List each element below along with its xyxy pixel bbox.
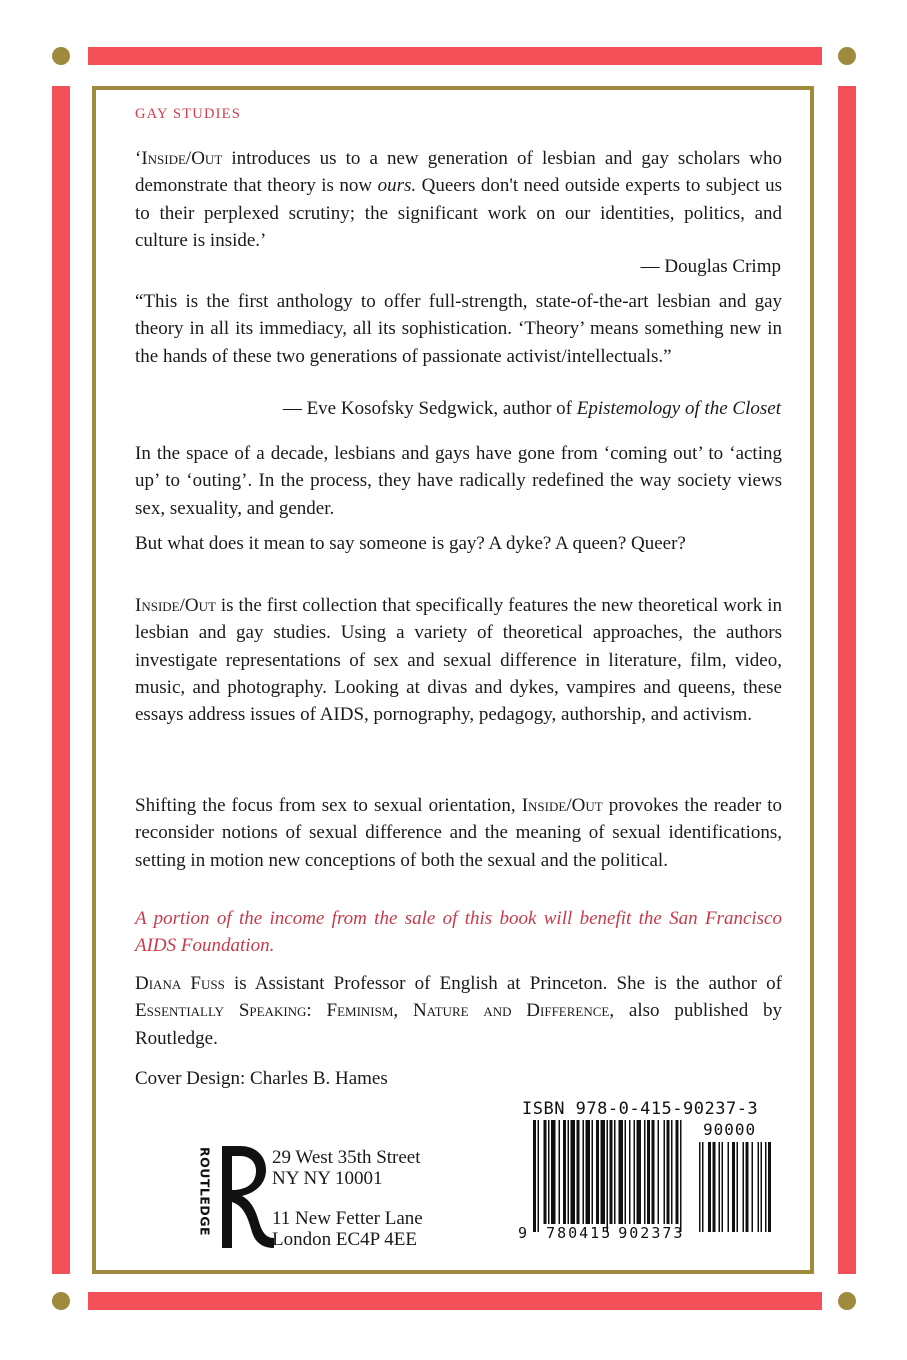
barcode-bar <box>577 1120 580 1224</box>
barcode-addon-bar <box>743 1142 745 1232</box>
author-bio: Diana Fuss is Assistant Professor of English at Princeton. She is the author of Essentially Speaking: Feminism, Nature and Difference, also published by Routledge. <box>135 973 783 1049</box>
barcode-bar <box>629 1120 631 1224</box>
barcode-bar <box>671 1120 673 1224</box>
quote-sedgwick-attribution: — Eve Kosofsky Sedgwick, author of Epistemology of the Closet <box>282 398 781 419</box>
barcode-bar <box>647 1120 650 1224</box>
book-title: Inside/Out <box>135 595 216 616</box>
bottom-red-bar <box>88 1292 822 1310</box>
barcode-addon-bar <box>765 1142 767 1232</box>
barcode-addon-bar <box>699 1142 701 1232</box>
routledge-r-mark <box>218 1146 274 1248</box>
barcode-bar <box>583 1120 585 1224</box>
barcode-addon-bar <box>732 1142 735 1232</box>
isbn-label: ISBN 978-0-415-90237-3 <box>522 1099 759 1119</box>
barcode-bar <box>634 1120 636 1224</box>
barcode-bar <box>551 1120 556 1224</box>
paragraph-shifting: Shifting the focus from sex to sexual orientation, Inside/Out provokes the reader to reconsider notions of sexual difference and the meaning of sexual identifications, setting in motion new conceptions of both the sexual and the political. <box>135 795 782 871</box>
barcode-bar <box>619 1120 624 1224</box>
barcode-bar <box>658 1120 660 1224</box>
barcode-bar <box>533 1120 536 1232</box>
price-code: 90000 <box>703 1120 757 1139</box>
publisher-name: ROUTLEDGE <box>197 1146 213 1237</box>
corner-dot-tr <box>838 47 856 65</box>
barcode-bar <box>614 1120 616 1224</box>
paragraph-question: But what does it mean to say someone is gay? A dyke? A queen? Queer? <box>135 533 686 554</box>
paragraph-decade: In the space of a decade, lesbians and gays have gone from ‘coming out’ to ‘acting up’ to ‘outing’. In the process, they have radically redefined the way society views sex, sexuality, and gender. <box>135 443 782 519</box>
left-red-bar <box>52 86 70 1274</box>
cover-design-credit: Cover Design: Charles B. Hames <box>135 1068 388 1089</box>
barcode-digits: 9 780415 902373 <box>518 1224 685 1242</box>
barcode-bar <box>538 1120 540 1232</box>
barcode-bar <box>601 1120 606 1224</box>
barcode-bar <box>607 1120 609 1232</box>
isbn-barcode <box>533 1120 775 1232</box>
barcode-bar <box>664 1120 666 1224</box>
barcode-addon-bar <box>728 1142 730 1232</box>
barcode-bar <box>592 1120 594 1224</box>
barcode-addon-bar <box>746 1142 749 1232</box>
book-title: Inside/Out <box>521 795 603 816</box>
benefit-note: A portion of the income from the sale of this book will benefit the San Francisco AIDS Foundation. <box>135 908 782 957</box>
barcode-addon-bar <box>708 1142 711 1232</box>
barcode-bar <box>667 1120 670 1224</box>
corner-dot-tl <box>52 47 70 65</box>
barcode-addon-bar <box>768 1142 771 1232</box>
routledge-logo <box>196 1146 268 1248</box>
barcode-addon-bar <box>702 1142 704 1232</box>
barcode-bar <box>596 1120 599 1224</box>
barcode-addon-bar <box>758 1142 760 1232</box>
paragraph-collection: Inside/Out is the first collection that specifically features the new theoretical work in lesbian and gay studies. Using a variety of theoretical approaches, the authors investigate representations of sex and sexual difference in literature, film, video, music, and photography. Looking at divas and dykes, vampires and queens, these essays address issues of AIDS, pornography, pedagogy, authorship, and activism. <box>135 595 782 726</box>
corner-dot-bl <box>52 1292 70 1310</box>
barcode-bar <box>644 1120 646 1224</box>
barcode-addon-bar <box>713 1142 716 1232</box>
quote-sedgwick: “This is the first anthology to offer full-strength, state-of-the-art lesbian and gay theory in all its immediacy, all its sophistication. ‘Theory’ means something new in the hands of these two generations of passionate activist/intellectuals.” <box>135 291 782 367</box>
barcode-bar <box>652 1120 655 1224</box>
quote-crimp: ‘Inside/Out introduces us to a new generation of lesbian and gay scholars who demonstrate that theory is now ours. Queers don't need outside experts to subject us to their perplexed scrutiny; the significant work on our identities, politics, and culture is inside.’ <box>135 148 782 251</box>
category-label: GAY STUDIES <box>135 106 241 122</box>
barcode-bar <box>548 1120 550 1224</box>
barcode-bar <box>571 1120 576 1224</box>
barcode-bar <box>559 1120 561 1224</box>
corner-dot-br <box>838 1292 856 1310</box>
barcode-addon-bar <box>722 1142 724 1232</box>
barcode-addon-bar <box>761 1142 763 1232</box>
right-red-bar <box>838 86 856 1274</box>
address-uk: 11 New Fetter Lane London EC4P 4EE <box>272 1208 423 1250</box>
attribution-book-title: Epistemology of the Closet <box>576 398 781 419</box>
barcode-bar <box>625 1120 627 1224</box>
barcode-bar <box>544 1120 547 1224</box>
barcode-bar <box>680 1120 682 1232</box>
author-name: Diana Fuss <box>135 973 225 994</box>
barcode-bar <box>568 1120 570 1224</box>
barcode-addon-bar <box>719 1142 721 1232</box>
barcode-bar <box>637 1120 642 1224</box>
top-red-bar <box>88 47 822 65</box>
barcode-addon-bar <box>737 1142 739 1232</box>
barcode-bar <box>676 1120 679 1224</box>
barcode-bar <box>610 1120 613 1224</box>
barcode-bar <box>586 1120 591 1224</box>
address-us: 29 West 35th Street NY NY 10001 <box>272 1147 421 1189</box>
author-book-title: Essentially Speaking: Feminism, Nature and Difference <box>135 1000 610 1022</box>
book-title: Inside/Out <box>141 148 223 169</box>
barcode-bar <box>563 1120 566 1224</box>
barcode-addon-bar <box>752 1142 754 1232</box>
quote-crimp-attribution: — Douglas Crimp <box>640 256 781 277</box>
